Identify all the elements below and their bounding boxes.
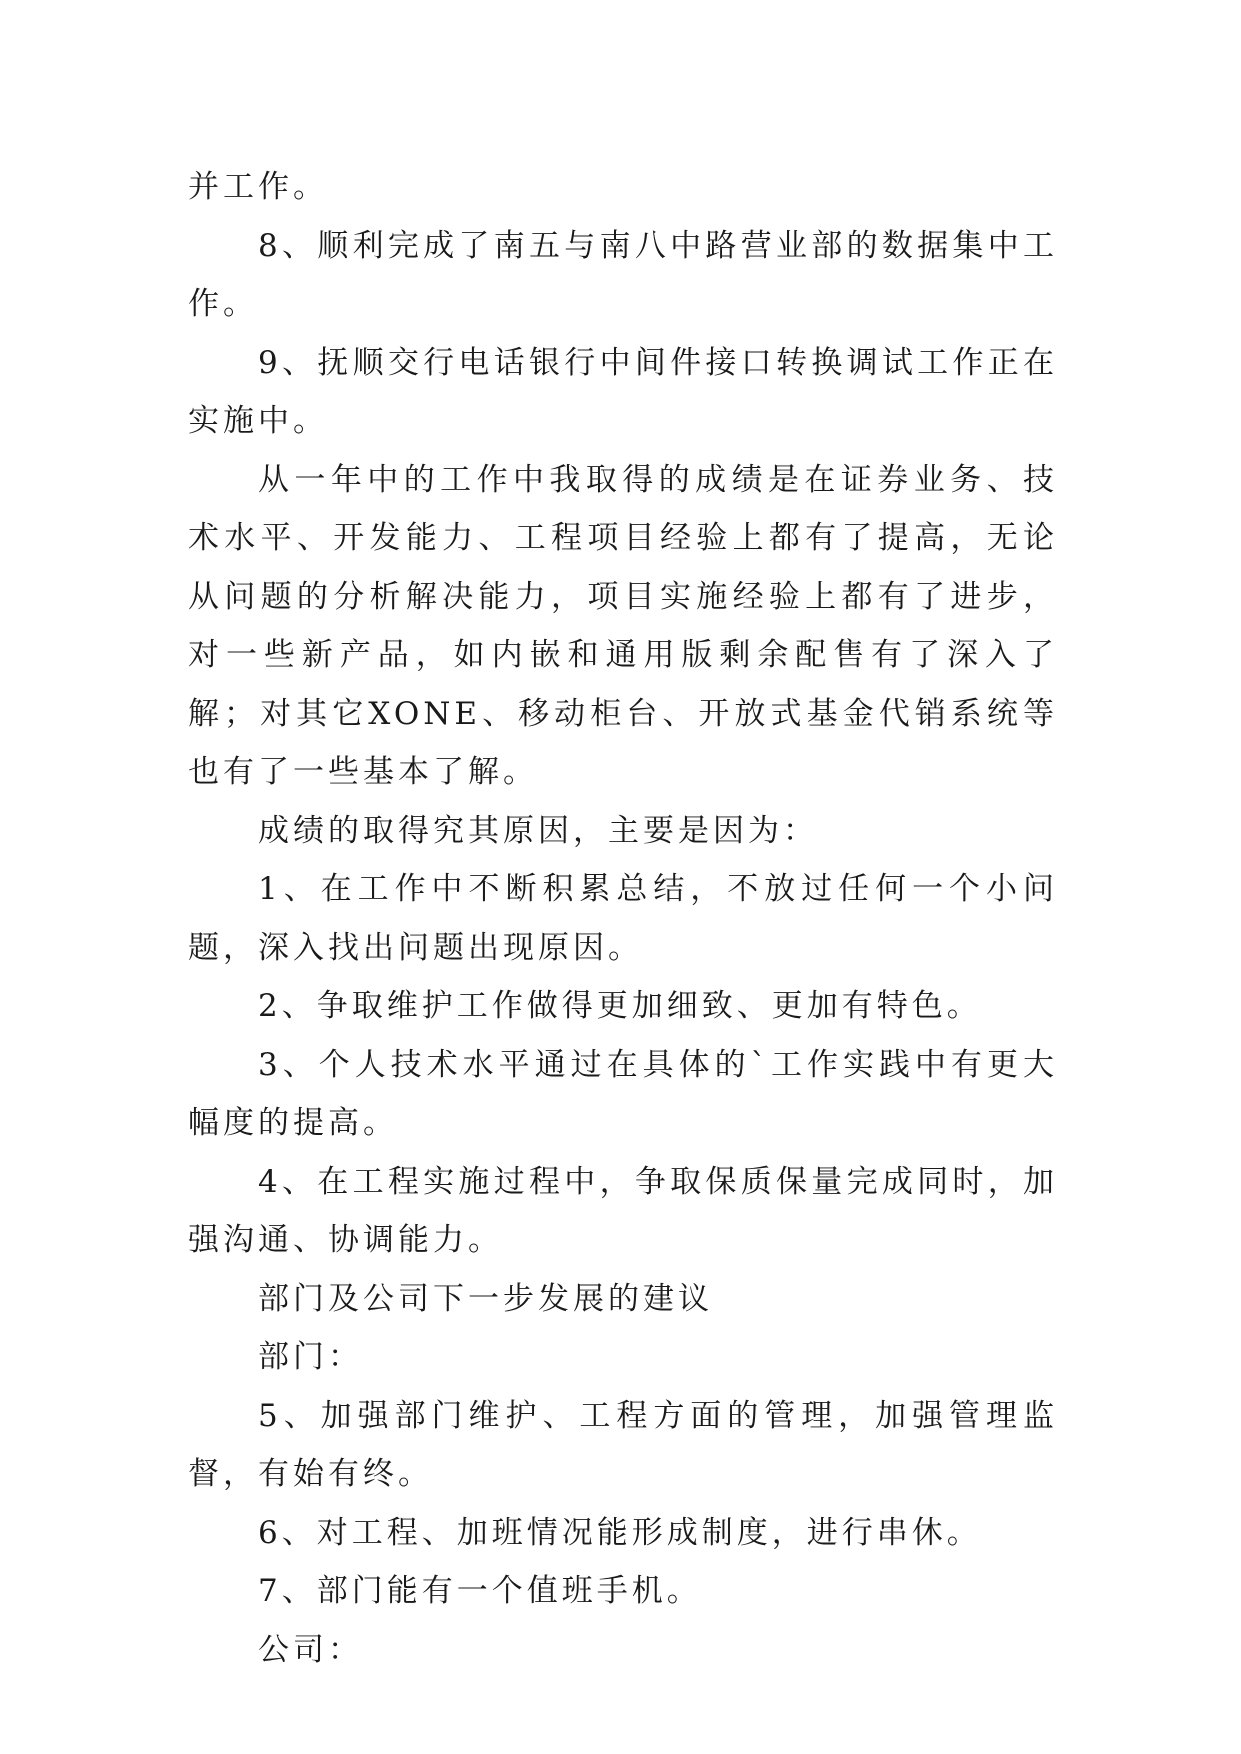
paragraph: 8、顺利完成了南五与南八中路营业部的数据集中工作。 bbox=[188, 227, 1058, 322]
paragraph: 并工作。 bbox=[188, 169, 328, 205]
section-heading: 部门及公司下一步发展的建议 bbox=[258, 1280, 713, 1317]
paragraph: 从一年中的工作中我取得的成绩是在证券业务、技术水平、开发能力、工程项目经验上都有了提高，无论从问题的分析解决能力，项目实施经验上都有了进步，对一些新产品，如内嵌和通用版剩余配售有了深入了解；对其它XONE、移动柜台、开放式基金代销系统等也有了一些基本了解。 bbox=[188, 461, 1058, 790]
paragraph: 5、加强部门维护、工程方面的管理，加强管理监督，有始有终。 bbox=[188, 1397, 1058, 1492]
paragraph: 3、个人技术水平通过在具体的`工作实践中有更大幅度的提高。 bbox=[188, 1046, 1058, 1141]
document-body bbox=[188, 158, 1058, 1679]
paragraph: 9、抚顺交行电话银行中间件接口转换调试工作正在实施中。 bbox=[188, 344, 1058, 439]
paragraph: 1、在工作中不断积累总结，不放过任何一个小问题，深入找出问题出现原因。 bbox=[188, 871, 1058, 966]
subsection-label: 公司： bbox=[258, 1631, 363, 1668]
paragraph: 7、部门能有一个值班手机。 bbox=[258, 1573, 702, 1609]
paragraph: 6、对工程、加班情况能形成制度，进行串休。 bbox=[258, 1514, 982, 1551]
paragraph: 成绩的取得究其原因，主要是因为： bbox=[258, 812, 818, 849]
paragraph: 4、在工程实施过程中，争取保质保量完成同时，加强沟通、协调能力。 bbox=[188, 1163, 1058, 1258]
subsection-label: 部门： bbox=[258, 1339, 363, 1375]
paragraph: 2、争取维护工作做得更加细致、更加有特色。 bbox=[258, 988, 982, 1024]
